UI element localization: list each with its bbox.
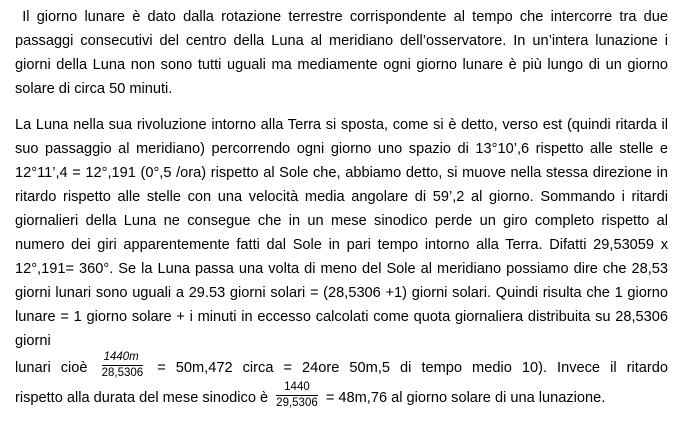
fraction-2-numerator: 1440 bbox=[276, 381, 318, 396]
line-synodic-formula bbox=[15, 380, 668, 413]
fraction-1440-over-29-5306 bbox=[276, 381, 318, 410]
formula-1-prefix: lunari cioè bbox=[15, 360, 88, 376]
formula-2-prefix: rispetto alla durata del mese sinodico è bbox=[15, 390, 269, 406]
fraction-2-denominator: 29,5306 bbox=[276, 396, 318, 409]
line-lunar-formula bbox=[15, 350, 668, 383]
formula-2-suffix: = 48m,76 al giorno solare di una lunazione. bbox=[325, 390, 606, 406]
paragraph-lunar-motion bbox=[15, 113, 668, 353]
formula-1-suffix: = 50m,472 circa = 24ore 50m,5 di tempo medio 10). Invece il ritardo bbox=[157, 360, 668, 376]
paragraph-lunar-day bbox=[15, 5, 668, 101]
fraction-1-numerator: 1440m bbox=[102, 351, 144, 366]
formula-line-synodic-month bbox=[15, 380, 668, 413]
fraction-1440m-over-28-5306 bbox=[102, 351, 144, 380]
paragraph-2-text: La Luna nella sua rivoluzione intorno alla Terra si sposta, come si è detto, verso est (quindi ritarda il suo passaggio al meridiano) percorrendo ogni giorno uno spazio di 13°10’,6 rispetto alle stelle e 12°11’,4 = 12°,191 (0°,5 /ora) rispetto al Sole che, abbiamo detto, si muove nella stessa direzione in ritardo rispetto alle stelle con una velocità media angolare di 59’,2 al giorno. Sommando i ritardi giornalieri della Luna ne consegue che in un mese sinodico perde un giro completo rispetto al numero dei giri apparentemente fatti dal Sole in pari tempo intorno alla Terra. Difatti 29,53059 x 12°,191= 360°. Se la Luna passa una volta di meno del Sole al meridiano possiamo dire che 28,53 giorni lunari sono uguali a 29.53 giorni solari = (28,5306 +1) giorni solari. Quindi risulta che 1 giorno lunare = 1 giorno solare + i minuti in eccesso calcolati come quota giornaliera distribuita su 28,5306 giorni bbox=[15, 117, 668, 349]
fraction-1-denominator: 28,5306 bbox=[101, 366, 144, 379]
formula-line-lunar-days bbox=[15, 350, 668, 383]
paragraph-1-text: Il giorno lunare è dato dalla rotazione terrestre corrispondente al tempo che intercorre tra due passaggi consecutivi del centro della Luna al meridiano dell’osservatore. In un’intera lunazione i giorni della Luna non sono tutti uguali ma mediamente ogni giorno lunare è più lungo di un giorno solare di circa 50 minuti. bbox=[15, 9, 668, 97]
